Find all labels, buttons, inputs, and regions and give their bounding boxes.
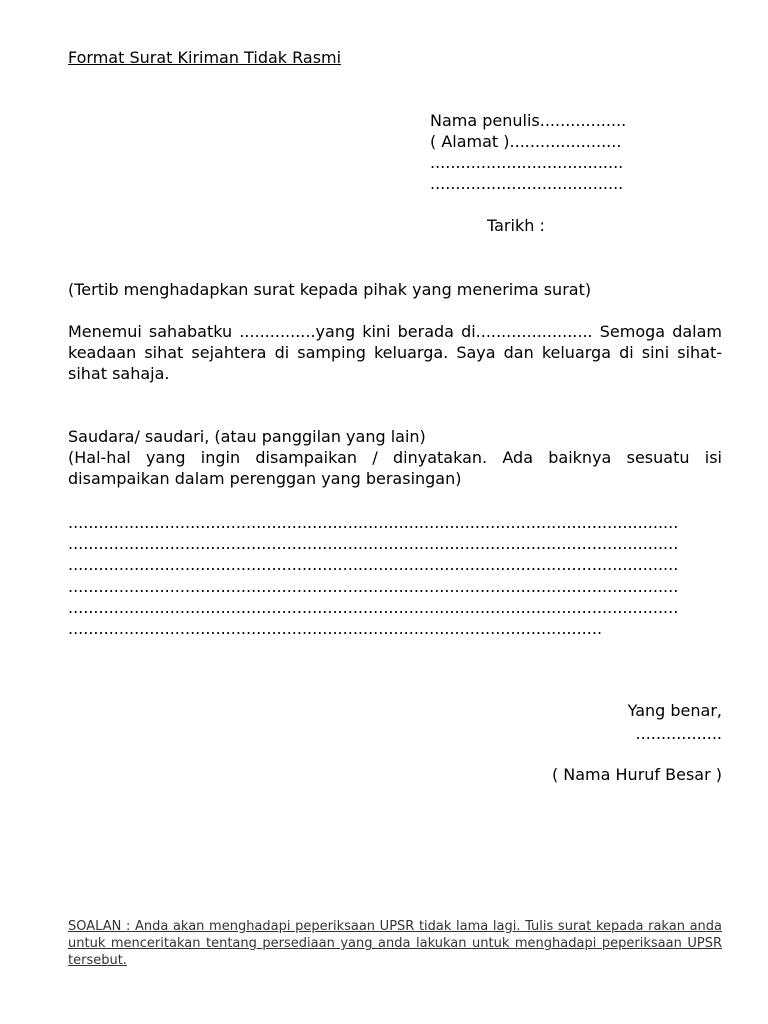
dotted-line: ........................................................................................................................ [68, 597, 679, 617]
dotted-lines-block [68, 512, 722, 639]
dotted-line: ......................................................................................................... [68, 618, 603, 638]
dotted-line: ........................................................................................................................ [68, 576, 679, 596]
sender-address-line-2: ...................................... [430, 153, 624, 172]
sender-address-line-3: ...................................... [430, 174, 624, 193]
question-text: SOALAN : Anda akan menghadapi peperiksaan UPSR tidak lama lagi. Tulis surat kepada rakan anda untuk menceritakan tentang persediaan yang anda lakukan untuk menghadapi peperiksaan UPSR tersebut. [68, 919, 722, 968]
dotted-line: ........................................................................................................................ [68, 513, 679, 532]
sign-off: Yang benar, [627, 701, 722, 720]
document-title: Format Surat Kiriman Tidak Rasmi [68, 48, 342, 67]
date-label: Tarikh : [487, 216, 545, 235]
sender-name-line: Nama penulis................. [430, 111, 627, 130]
name-in-capitals: ( Nama Huruf Besar ) [551, 765, 722, 784]
opening-paragraph: Menemui sahabatku ...............yang kini berada di....................... Semoga dalam keadaan sihat sejahtera di samping keluarga. Saya dan keluarga di sini sihat-sihat sahaja. [68, 322, 722, 383]
salutation-note: (Tertib menghadapkan surat kepada pihak yang menerima surat) [68, 280, 592, 299]
content-paragraph: Saudara/ saudari, (atau panggilan yang lain) (Hal-hal yang ingin disampaikan / dinyatakan. Ada baiknya sesuatu isi disampaikan dalam perenggan yang berasingan) [68, 427, 722, 488]
sender-block [430, 110, 626, 194]
sender-address-line-1: ( Alamat )...................... [430, 132, 622, 151]
dotted-line: ........................................................................................................................ [68, 555, 679, 575]
dotted-line: ........................................................................................................................ [68, 534, 679, 554]
signature-line: ................. [635, 724, 722, 743]
